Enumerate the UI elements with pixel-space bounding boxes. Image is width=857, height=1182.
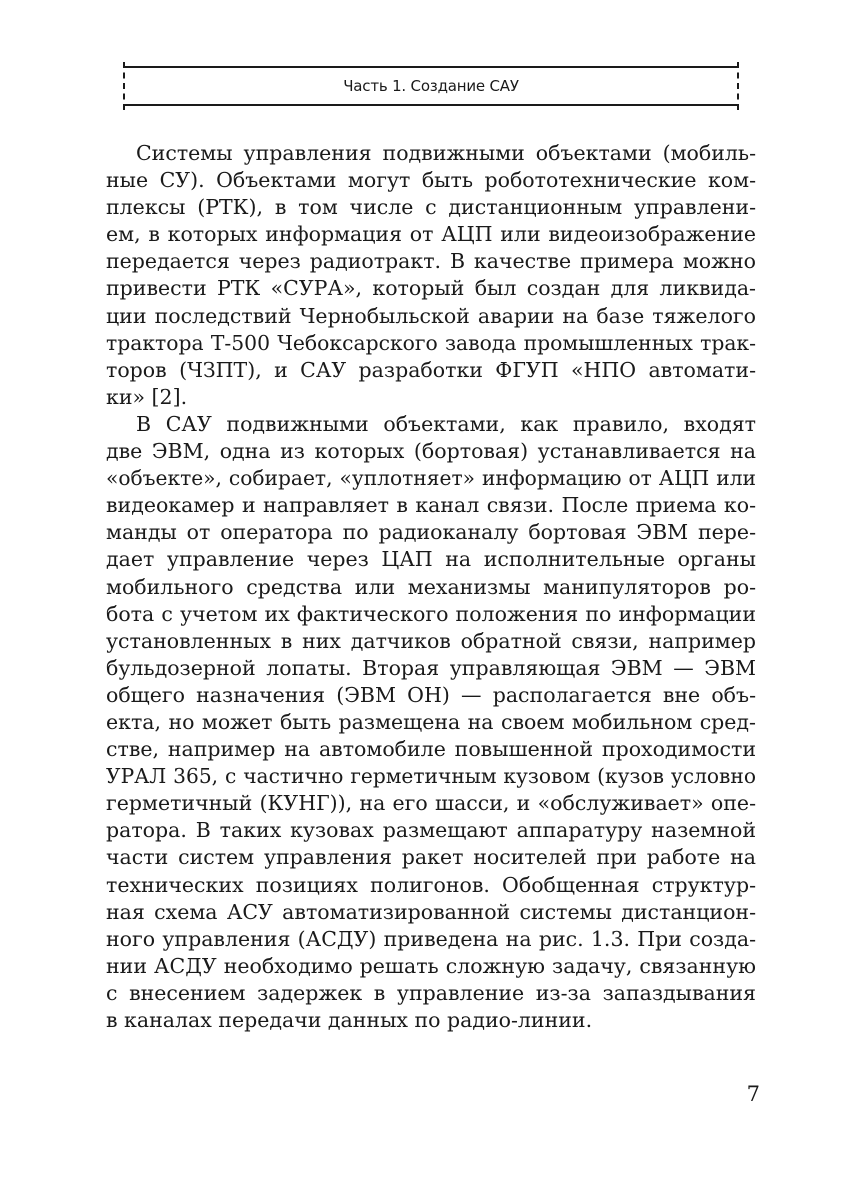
text-line: екта, но может быть размещена на своем мобильном сред- [106,709,756,734]
text-line: видеокамер и направляет в канал связи. После приема ко- [106,493,756,518]
text-line: ные СУ). Объектами могут быть робототехнические ком- [106,168,756,193]
text-line: стве, например на автомобиле повышенной проходимости [106,737,756,762]
text-line: ная схема АСУ автоматизированной системы дистанцион- [106,899,756,924]
text-line: установленных в них датчиков обратной связи, например [106,628,756,653]
text-line: В САУ подвижными объектами, как правило, входят [136,411,756,436]
text-line: манды от оператора по радиоканалу бортовая ЭВМ пере- [106,520,756,545]
text-line: ем, в которых информация от АЦП или видеоизображение [106,222,756,247]
page-number: 7 [746,1082,760,1106]
paragraph-2 [106,411,756,1034]
page-body [106,140,756,1034]
text-line: ного управления (АСДУ) приведена на рис. 1.3. При созда- [106,926,756,951]
text-line: мобильного средства или механизмы манипуляторов ро- [106,574,756,599]
text-line: УРАЛ 365, с частично герметичным кузовом (кузов условно [106,764,756,789]
text-line: нии АСДУ необходимо решать сложную задачу, связанную [106,953,756,978]
text-line: торов (ЧЗПТ), и САУ разработки ФГУП «НПО автомати- [106,357,756,382]
text-line: трактора Т-500 Чебоксарского завода промышленных трак- [106,330,756,355]
text-line: бульдозерной лопаты. Вторая управляющая ЭВМ — ЭВМ [106,655,756,680]
text-line: части систем управления ракет носителей при работе на [106,845,756,870]
text-line: с внесением задержек в управление из-за запаздывания [106,980,756,1005]
text-line: привести РТК «СУРА», который был создан для ликвида- [106,276,756,301]
text-line: общего назначения (ЭВМ ОН) — располагается вне объ- [106,682,756,707]
text-line: технических позициях полигонов. Обобщенная структур- [106,872,756,897]
text-line: «объекте», собирает, «уплотняет» информацию от АЦП или [106,466,756,491]
text-line: ции последствий Чернобыльской аварии на базе тяжелого [106,303,756,328]
text-line: в каналах передачи данных по радио-линии. [106,1008,593,1032]
text-line: ки» [2]. [106,384,188,409]
text-line: дает управление через ЦАП на исполнительные органы [106,547,756,572]
text-line: бота с учетом их фактического положения по информации [106,601,756,626]
paragraph-1 [106,140,756,411]
running-header [125,66,737,106]
header-right-bracket [737,62,739,110]
text-line: Системы управления подвижными объектами (мобиль- [136,141,756,165]
text-line: герметичный (КУНГ)), на его шасси, и «обслуживает» опе- [106,791,756,816]
text-line: две ЭВМ, одна из которых (бортовая) устанавливается на [106,439,756,464]
text-line: передается через радиотракт. В качестве примера можно [106,249,756,274]
text-line: ратора. В таких кузовах размещают аппаратуру наземной [106,818,756,843]
text-line: плексы (РТК), в том числе с дистанционным управлени- [106,195,756,220]
header-title: Часть 1. Создание САУ [343,77,519,95]
